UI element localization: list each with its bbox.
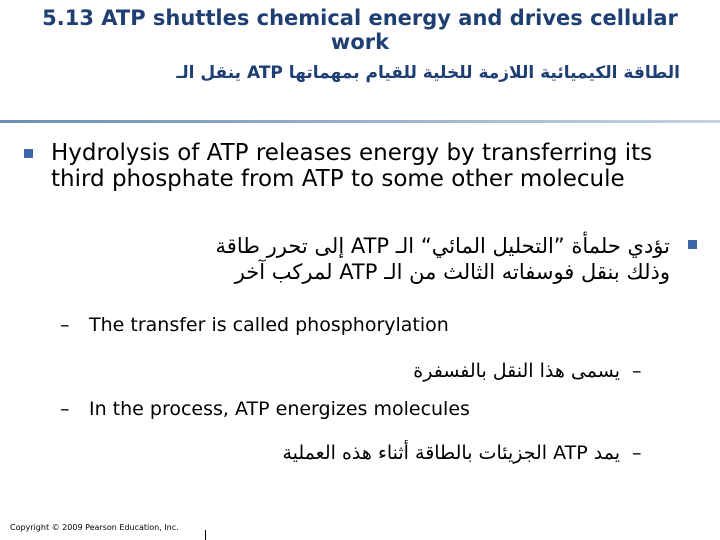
dash-bullet-icon: – (60, 314, 70, 336)
copyright-footer: Copyright © 2009 Pearson Education, Inc. (10, 523, 179, 532)
bullet-hydrolysis-arabic (30, 233, 670, 285)
subpoint-energizes-english: In the process, ATP energizes molecules (89, 398, 470, 420)
arabic-line-1: تؤدي حلمأة ”التحليل المائي“ الـ ATP إلى تحرر طاقة (215, 234, 670, 258)
dash-bullet-icon: – (632, 442, 642, 464)
title-divider (0, 120, 720, 123)
bullet-hydrolysis-english: Hydrolysis of ATP releases energy by transferring its third phosphate from ATP to some other molecule (51, 140, 653, 192)
subpoint-phosphorylation-arabic: يسمى هذا النقل بالفسفرة (413, 360, 620, 382)
bullet-square-icon (688, 240, 697, 249)
dash-bullet-icon: – (60, 398, 70, 420)
slide-title: 5.13 ATP shuttles chemical energy and drives cellular work (42, 6, 678, 54)
subpoint-phosphorylation-english: The transfer is called phosphorylation (89, 314, 449, 336)
arabic-line-2: وذلك بنقل فوسفاته الثالث من الـ ATP لمركب آخر (234, 260, 670, 284)
dash-bullet-icon: – (632, 360, 642, 382)
bullet-square-icon (24, 149, 33, 158)
subpoint-energizes-arabic: يمد ATP الجزيئات بالطاقة أثناء هذه العملية (282, 442, 620, 464)
slide-subtitle-arabic: الطاقة الكيميائية اللازمة للخلية للقيام بمهماتها ATP ينقل الـ (176, 63, 680, 83)
